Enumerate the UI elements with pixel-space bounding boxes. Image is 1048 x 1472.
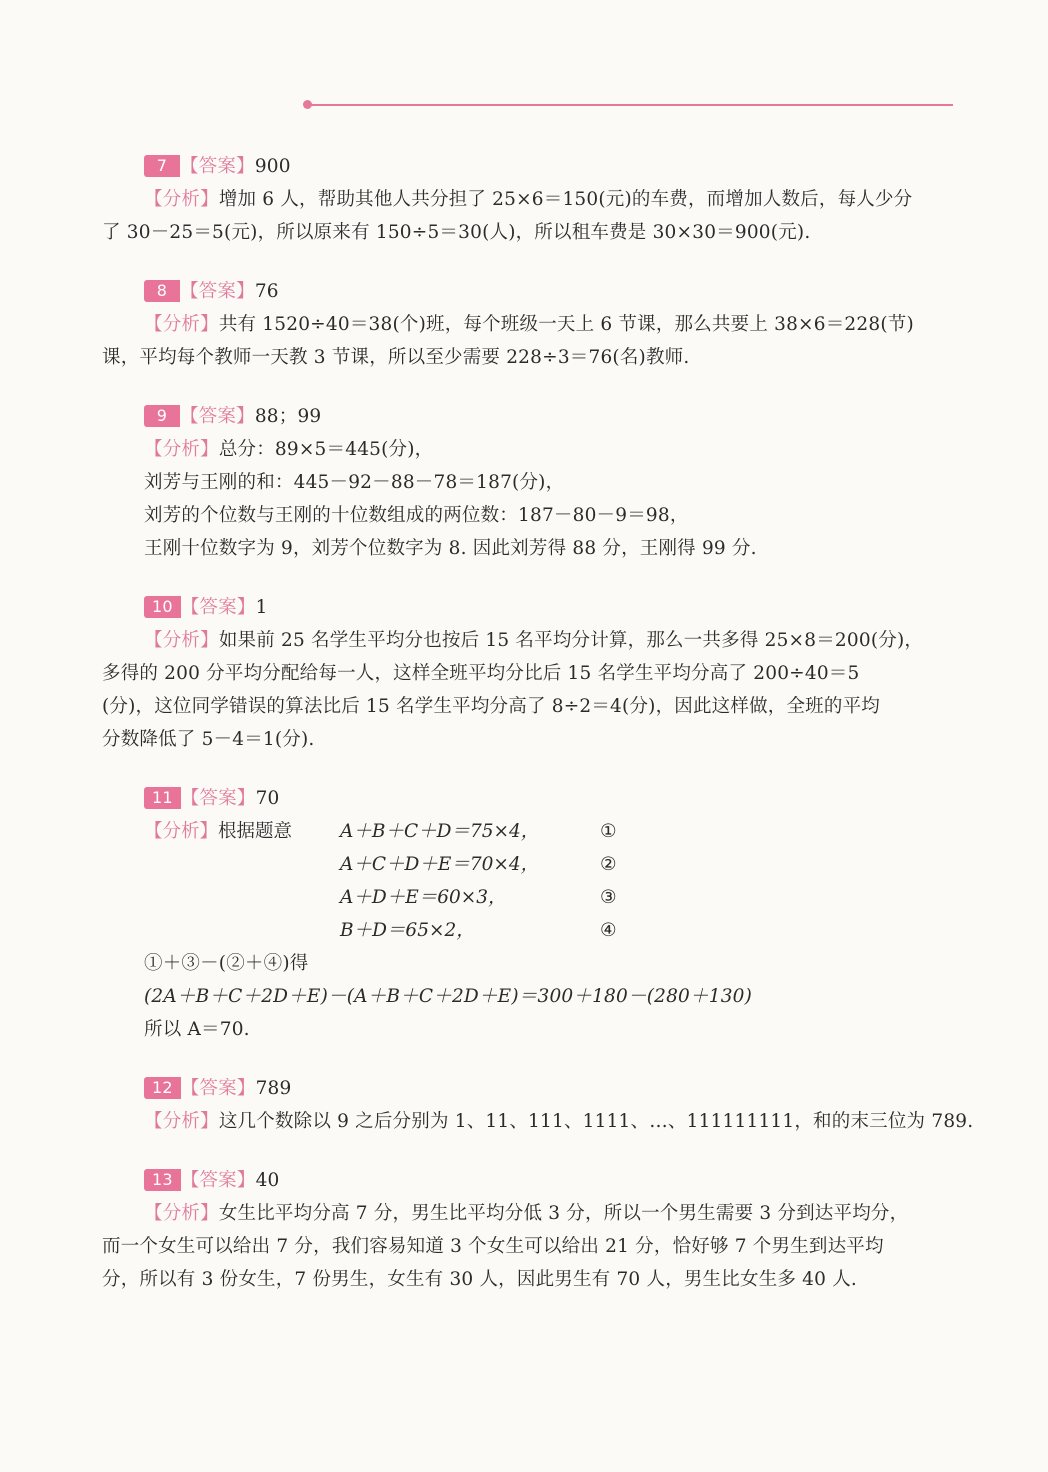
answer-value: 76 xyxy=(254,281,279,302)
answer-line xyxy=(102,150,952,183)
question-number-badge: 7 xyxy=(144,155,180,177)
analysis-line xyxy=(102,183,952,216)
question-13 xyxy=(102,1164,952,1296)
analysis-line xyxy=(102,433,952,466)
question-9 xyxy=(102,400,952,565)
question-number-badge: 12 xyxy=(144,1077,181,1099)
analysis-line xyxy=(102,308,952,341)
analysis-line: (分)，这位同学错误的算法比后 15 名学生平均分高了 8÷2＝4(分)，因此这样做，全班的平均 xyxy=(102,696,880,717)
answer-value: 40 xyxy=(255,1170,280,1191)
equation-text: A＋D＋E＝60×3， xyxy=(340,887,507,908)
question-12 xyxy=(102,1072,974,1138)
equation-text: B＋D＝65×2， xyxy=(340,920,475,941)
analysis-label: 【分析】 xyxy=(144,630,219,651)
analysis-text: 女生比平均分高 7 分，男生比平均分低 3 分，所以一个男生需要 3 分到达平均分， xyxy=(218,1203,909,1224)
equation-mark: ③ xyxy=(600,887,617,908)
analysis-line xyxy=(102,1197,952,1230)
analysis-text: 总分：89×5＝445(分)， xyxy=(218,439,434,460)
equation-text: A＋B＋C＋D＝75×4， xyxy=(340,821,540,842)
analysis-text: 这几个数除以 9 之后分别为 1、11、111、1111、…、111111111，和的末三位为 789. xyxy=(218,1111,974,1132)
answer-line xyxy=(102,400,952,433)
analysis-line xyxy=(102,624,952,657)
analysis-intro xyxy=(144,815,340,848)
analysis-line: ①＋③－(②＋④)得 xyxy=(144,953,309,974)
equation-row xyxy=(102,848,952,881)
question-11 xyxy=(102,782,952,1046)
analysis-line: 了 30－25＝5(元)，所以原来有 150÷5＝30(人)，所以租车费是 30×30＝900(元). xyxy=(102,222,811,243)
answer-content xyxy=(102,150,974,1322)
analysis-line: 刘芳的个位数与王刚的十位数组成的两位数：187－80－9＝98， xyxy=(144,505,689,526)
equation-row xyxy=(102,815,952,848)
answer-line xyxy=(102,1164,952,1197)
answer-value: 900 xyxy=(254,156,291,177)
answer-label: 【答案】 xyxy=(180,1170,256,1191)
answer-line xyxy=(102,591,952,624)
analysis-line: 多得的 200 分平均分配给每一人，这样全班平均分比后 15 名学生平均分高了 200÷40＝5 xyxy=(102,663,860,684)
question-number-badge: 8 xyxy=(144,280,180,302)
analysis-text: 根据题意 xyxy=(218,821,293,842)
answer-line xyxy=(102,782,952,815)
answer-value: 789 xyxy=(255,1078,292,1099)
question-number-badge: 13 xyxy=(144,1169,181,1191)
analysis-line: (2A＋B＋C＋2D＋E)－(A＋B＋C＋2D＋E)＝300＋180－(280＋130) xyxy=(144,986,753,1007)
question-number-badge: 11 xyxy=(144,787,181,809)
equation-mark: ① xyxy=(600,821,617,842)
answer-label: 【答案】 xyxy=(180,281,255,302)
analysis-label: 【分析】 xyxy=(144,821,219,842)
equation-mark: ④ xyxy=(600,920,617,941)
question-number-badge: 9 xyxy=(144,405,180,427)
answer-label: 【答案】 xyxy=(180,788,256,809)
answer-label: 【答案】 xyxy=(180,597,256,618)
analysis-line: 所以 A＝70. xyxy=(144,1019,250,1040)
equation-spacer xyxy=(144,914,340,947)
answer-line xyxy=(102,1072,952,1105)
analysis-label: 【分析】 xyxy=(144,1203,219,1224)
analysis-label: 【分析】 xyxy=(144,189,219,210)
analysis-text: 如果前 25 名学生平均分也按后 15 名平均分计算，那么一共多得 25×8＝200(分)， xyxy=(218,630,924,651)
answer-label: 【答案】 xyxy=(180,1078,256,1099)
analysis-label: 【分析】 xyxy=(144,1111,219,1132)
equation-spacer xyxy=(144,881,340,914)
equation-row xyxy=(102,881,952,914)
answer-line xyxy=(102,275,952,308)
answer-value: 88；99 xyxy=(254,406,322,427)
analysis-line: 分数降低了 5－4＝1(分). xyxy=(102,729,315,750)
answer-value: 1 xyxy=(255,597,268,618)
question-8 xyxy=(102,275,952,374)
analysis-text: 增加 6 人，帮助其他人共分担了 25×6＝150(元)的车费，而增加人数后，每人少分 xyxy=(218,189,913,210)
equation-spacer xyxy=(144,848,340,881)
analysis-line: 课，平均每个教师一天教 3 节课，所以至少需要 228÷3＝76(名)教师. xyxy=(102,347,690,368)
question-10 xyxy=(102,591,952,756)
analysis-line xyxy=(102,1105,974,1138)
answer-label: 【答案】 xyxy=(180,406,255,427)
analysis-line: 而一个女生可以给出 7 分，我们容易知道 3 个女生可以给出 21 分，恰好够 7 个男生到达平均 xyxy=(102,1236,884,1257)
analysis-text: 共有 1520÷40＝38(个)班，每个班级一天上 6 节课，那么共要上 38×6＝228(节) xyxy=(218,314,914,335)
answer-value: 70 xyxy=(255,788,280,809)
analysis-line: 王刚十位数字为 9，刘芳个位数字为 8. 因此刘芳得 88 分，王刚得 99 分. xyxy=(144,538,757,559)
analysis-line: 分，所以有 3 份女生，7 份男生，女生有 30 人，因此男生有 70 人，男生比女生多 40 人. xyxy=(102,1269,857,1290)
analysis-line: 刘芳与王刚的和：445－92－88－78＝187(分)， xyxy=(144,472,565,493)
analysis-label: 【分析】 xyxy=(144,314,219,335)
answer-label: 【答案】 xyxy=(180,156,255,177)
question-number-badge: 10 xyxy=(144,596,181,618)
equation-mark: ② xyxy=(600,854,617,875)
question-7 xyxy=(102,150,952,249)
equation-row xyxy=(102,914,952,947)
header-rule xyxy=(310,104,953,106)
analysis-label: 【分析】 xyxy=(144,439,219,460)
equation-text: A＋C＋D＋E＝70×4， xyxy=(340,854,540,875)
